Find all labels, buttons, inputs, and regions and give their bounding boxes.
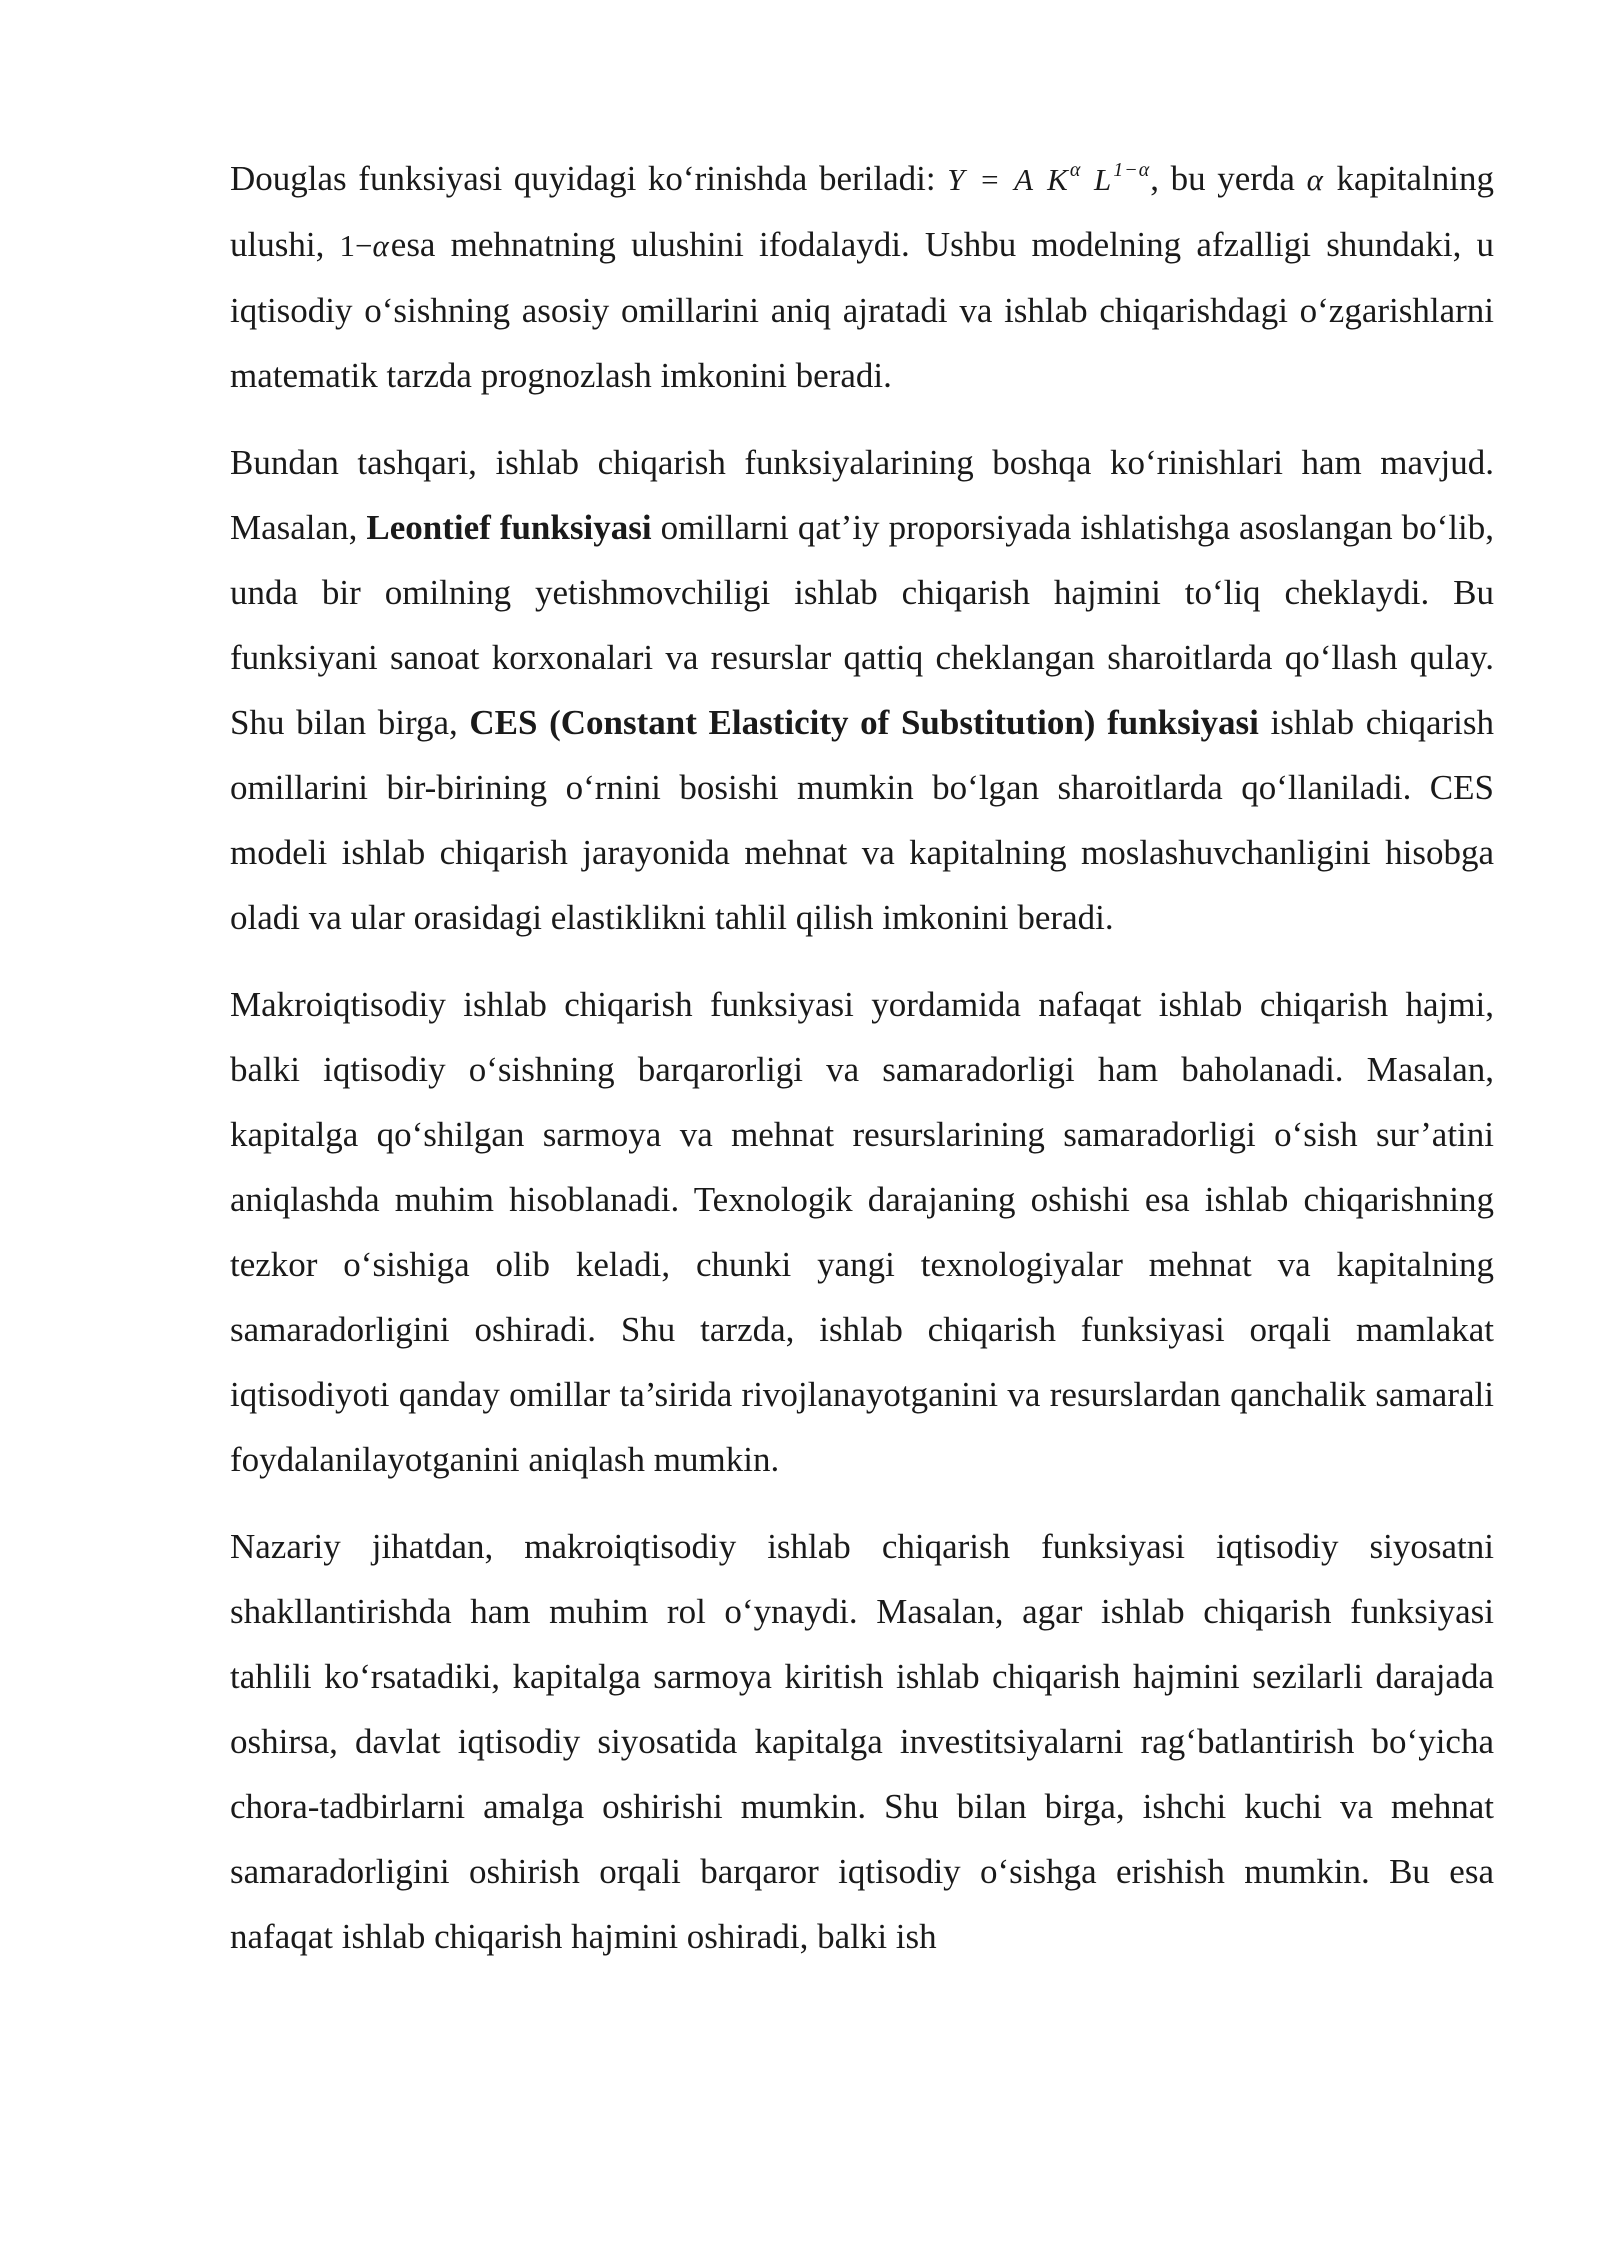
- paragraph-text: omillarni qat’iy proporsiyada ishlatishga asoslangan bo‘lib, unda bir omilning yetishmovchiligi ishlab chiqarish hajmini to‘liq cheklaydi. Bu funksiyani sanoat korxonalari va resurslar qattiq cheklangan sharoitlarda qo‘llash qulay. Shu bilan birga,: [230, 508, 1495, 742]
- formula-base: Y = A K: [947, 162, 1070, 197]
- paragraph-text: kapitalning ulushi,: [230, 159, 1494, 264]
- formula-exponent-alpha: α: [1069, 159, 1082, 181]
- formula-labor: L: [1081, 162, 1114, 197]
- paragraph-production-functions: [230, 430, 1494, 950]
- alpha-symbol: α: [372, 228, 391, 263]
- paragraph-economic-policy: Nazariy jihatdan, makroiqtisodiy ishlab chiqarish funksiyasi iqtisodiy siyosatni shakllantirishda ham muhim rol o‘ynaydi. Masalan, agar ishlab chiqarish funksiyasi tahlili ko‘rsatadiki, kapitalga sarmoya kiritish ishlab chiqarish hajmini sezilarli darajada oshirsa, davlat iqtisodiy siyosatida kapitalga investitsiyalarni rag‘batlantirish bo‘yicha chora-tadbirlarni amalga oshirishi mumkin. Shu bilan birga, ishchi kuchi va mehnat samaradorligini oshirish orqali barqaror iqtisodiy o‘sishga erishish mumkin. Bu esa nafaqat ishlab chiqarish hajmini oshiradi, balki ish: [230, 1527, 1494, 1956]
- one-minus-symbol: 1−: [339, 228, 373, 263]
- bold-term-ces: CES (Constant Elasticity of Substitution) funksiyasi: [469, 703, 1259, 742]
- alpha-symbol: α: [1306, 162, 1325, 197]
- paragraph-text: Douglas funksiyasi quyidagi ko‘rinishda beriladi:: [230, 159, 948, 198]
- paragraph-text: esa mehnatning ulushini ifodalaydi. Ushbu modelning afzalligi shundaki, u iqtisodiy o‘sishning asosiy omillarini aniq ajratadi va ishlab chiqarishdagi o‘zgarishlarni matematik tarzda prognozlash imkonini beradi.: [230, 225, 1494, 395]
- document-page: [230, 146, 1494, 1991]
- formula-exponent-one-minus-alpha: 1−α: [1113, 159, 1151, 181]
- paragraph-macro-production: Makroiqtisodiy ishlab chiqarish funksiyasi yordamida nafaqat ishlab chiqarish hajmi, balki iqtisodiy o‘sishning barqarorligi va samaradorligi ham baholanadi. Masalan, kapitalga qo‘shilgan sarmoya va mehnat resurslarining samaradorligi o‘sish sur’atini aniqlashda muhim hisoblanadi. Texnologik darajaning oshishi esa ishlab chiqarishning tezkor o‘sishiga olib keladi, chunki yangi texnologiyalar mehnat va kapitalning samaradorligini oshiradi. Shu tarzda, ishlab chiqarish funksiyasi orqali mamlakat iqtisodiyoti qanday omillar ta’sirida rivojlanayotganini va resurslardan qanchalik samarali foydalanilayotganini aniqlash mumkin.: [230, 985, 1494, 1479]
- paragraph-cobb-douglas: [230, 146, 1494, 408]
- cobb-douglas-formula: [947, 159, 1151, 197]
- paragraph-text: ishlab chiqarish omillarini bir-birining o‘rnini bosishi mumkin bo‘lgan sharoitlarda qo‘llaniladi. CES modeli ishlab chiqarish jarayonida mehnat va kapitalning moslashuvchanligini hisobga oladi va ular orasidagi elastiklikni tahlil qilish imkonini beradi.: [230, 703, 1495, 937]
- paragraph-text: Bundan tashqari, ishlab chiqarish funksiyalarining boshqa ko‘rinishlari ham mavjud. Masalan,: [230, 443, 1494, 547]
- bold-term-leontief: Leontief funksiyasi: [366, 508, 652, 547]
- paragraph-text: , bu yerda: [1150, 159, 1307, 198]
